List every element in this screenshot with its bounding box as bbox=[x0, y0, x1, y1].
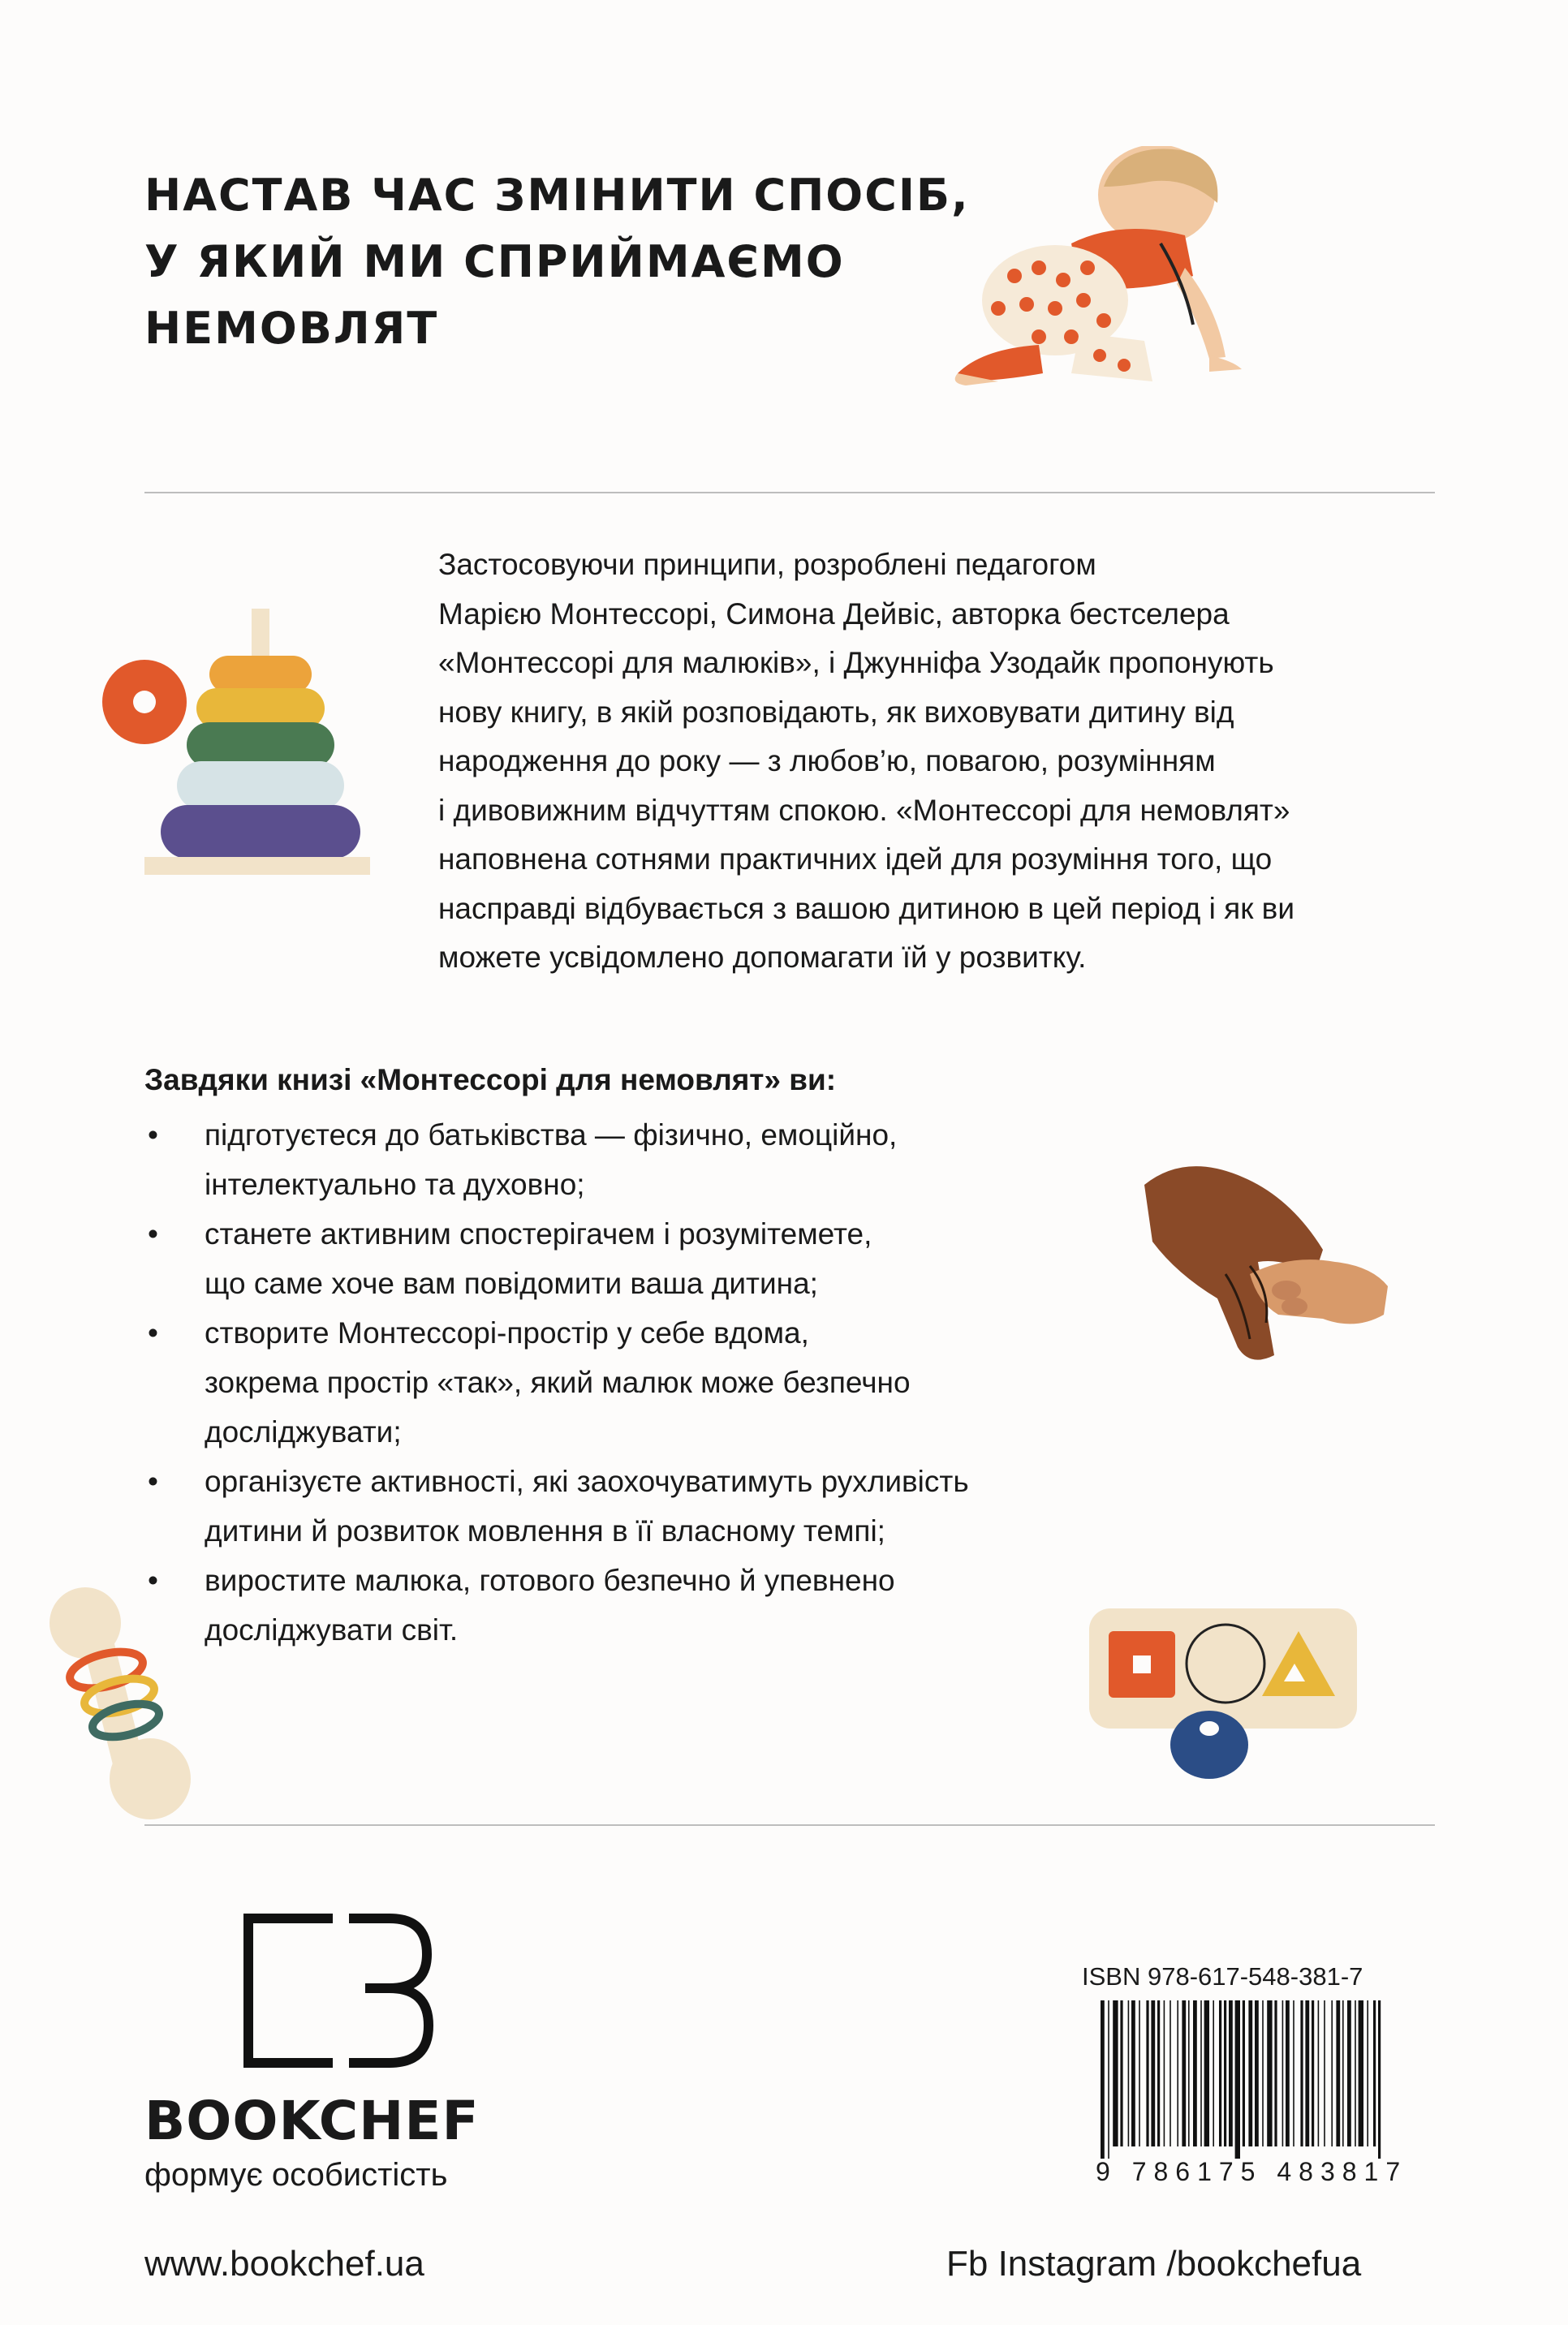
list-item bbox=[144, 1556, 1118, 1655]
intro-line: насправді відбувається з вашою дитиною в цей період і як ви bbox=[438, 891, 1294, 925]
intro-line: «Монтессорі для малюків», і Джунніфа Узодайк пропонують bbox=[438, 646, 1274, 679]
barcode-bar bbox=[1312, 2000, 1314, 2146]
barcode-bar bbox=[1224, 2000, 1226, 2146]
shape-puzzle-illustration bbox=[1088, 1607, 1363, 1785]
intro-line: нову книгу, в якій розповідають, як виховувати дитину від bbox=[438, 695, 1234, 729]
barcode-bar bbox=[1170, 2000, 1171, 2146]
barcode-bar bbox=[1373, 2000, 1376, 2146]
intro-line: Застосовуючи принципи, розроблені педагогом bbox=[438, 548, 1096, 581]
intro-line: наповнена сотнями практичних ідей для розуміння того, що bbox=[438, 842, 1273, 876]
barcode-bar bbox=[1177, 2000, 1178, 2146]
list-item-line: організуєте активності, які заохочуватимуть рухливість bbox=[205, 1465, 969, 1498]
bullet-icon: • bbox=[148, 1316, 158, 1350]
list-item bbox=[144, 1457, 1118, 1556]
divider-top bbox=[144, 492, 1435, 493]
barcode-bar bbox=[1282, 2000, 1284, 2146]
list-item-line: досліджувати; bbox=[205, 1415, 402, 1449]
list-item-line: що саме хоче вам повідомити ваша дитина; bbox=[205, 1267, 818, 1300]
crawling-baby-illustration bbox=[950, 146, 1339, 406]
list-item-line: станете активним спостерігачем і розумітемете, bbox=[205, 1217, 872, 1251]
barcode-bar bbox=[1193, 2000, 1197, 2146]
barcode-bar bbox=[1204, 2000, 1209, 2146]
barcode-bar bbox=[1101, 2000, 1105, 2159]
barcode-bar bbox=[1378, 2000, 1381, 2159]
barcode-bar bbox=[1128, 2000, 1130, 2146]
barcode-bar bbox=[1248, 2000, 1252, 2146]
barcode-bar bbox=[1120, 2000, 1122, 2146]
barcode-bar bbox=[1262, 2000, 1264, 2146]
social-links[interactable]: Fb Instagram /bookchefua bbox=[946, 2244, 1362, 2284]
list-item-line: зокрема простір «так», який малюк може безпечно bbox=[205, 1366, 911, 1399]
list-item bbox=[144, 1308, 1118, 1457]
intro-line: і дивовижним відчуттям спокою. «Монтессорі для немовлят» bbox=[438, 793, 1290, 827]
bullet-icon: • bbox=[148, 1118, 158, 1152]
benefits-list bbox=[144, 1110, 1118, 1655]
barcode-bar bbox=[1219, 2000, 1221, 2146]
barcode-bar bbox=[1286, 2000, 1290, 2146]
barcode-bar bbox=[1324, 2000, 1325, 2146]
barcode-bar bbox=[1235, 2000, 1240, 2159]
barcode-digits: 9 786175 483817 bbox=[1096, 2157, 1408, 2186]
intro-line: можете усвідомлено допомагати їй у розвитку. bbox=[438, 941, 1087, 974]
barcode-bar bbox=[1229, 2000, 1233, 2146]
list-item bbox=[144, 1209, 1118, 1308]
barcode-bar bbox=[1355, 2000, 1356, 2146]
barcode-bar bbox=[1131, 2000, 1135, 2146]
barcode-bar bbox=[1305, 2000, 1309, 2146]
headline-line-1: НАСТАВ ЧАС ЗМІНИТИ СПОСІБ, bbox=[144, 170, 970, 221]
barcode-bar bbox=[1318, 2000, 1320, 2146]
bookchef-logo-icon bbox=[243, 1914, 434, 2068]
barcode-bar bbox=[1188, 2000, 1190, 2146]
list-item-line: інтелектуально та духовно; bbox=[205, 1168, 585, 1201]
list-item-line: виростите малюка, готового безпечно й упевнено bbox=[205, 1564, 895, 1597]
barcode-bar bbox=[1300, 2000, 1303, 2146]
barcode-bar bbox=[1331, 2000, 1333, 2146]
list-item-line: досліджувати світ. bbox=[205, 1613, 459, 1647]
list-item-line: дитини й розвиток мовлення в її власному темпі; bbox=[205, 1514, 885, 1548]
barcode-bar bbox=[1336, 2000, 1340, 2146]
barcode-bar bbox=[1164, 2000, 1165, 2146]
headline-line-3: НЕМОВЛЯТ bbox=[144, 303, 439, 354]
headline-line-2: У ЯКИЙ МИ СПРИЙМАЄМО bbox=[144, 236, 845, 287]
barcode-bar bbox=[1359, 2000, 1363, 2146]
barcode-bar bbox=[1113, 2000, 1118, 2146]
stacking-rings-illustration bbox=[89, 601, 381, 901]
barcode-bar bbox=[1267, 2000, 1272, 2146]
intro-paragraph bbox=[438, 540, 1445, 983]
barcode-bar bbox=[1182, 2000, 1186, 2146]
publisher-name: BOOKCHEF bbox=[144, 2090, 480, 2152]
barcode-bar bbox=[1213, 2000, 1214, 2146]
barcode-bar bbox=[1342, 2000, 1344, 2146]
bullet-icon: • bbox=[148, 1217, 158, 1251]
rattle-illustration bbox=[45, 1582, 207, 1826]
barcode-bar bbox=[1243, 2000, 1245, 2146]
barcode-image bbox=[1096, 2000, 1388, 2159]
website-link[interactable]: www.bookchef.ua bbox=[144, 2244, 424, 2284]
intro-line: Марією Монтессорі, Симона Дейвіс, авторка бестселера bbox=[438, 596, 1230, 631]
barcode-bar bbox=[1139, 2000, 1140, 2146]
intro-line: народження до року — з любов’ю, повагою, розумінням bbox=[438, 744, 1216, 777]
barcode-bar bbox=[1367, 2000, 1368, 2146]
isbn-label: ISBN 978-617-548-381-7 bbox=[1082, 1962, 1363, 1991]
barcode-bar bbox=[1293, 2000, 1294, 2146]
holding-hands-illustration bbox=[1128, 1152, 1396, 1371]
divider-bottom bbox=[144, 1824, 1435, 1826]
list-item-line: підготуєтеся до батьківства — фізично, емоційно, bbox=[205, 1118, 898, 1152]
benefits-title: Завдяки книзі «Монтессорі для немовлят» ви: bbox=[144, 1063, 837, 1096]
barcode-bar bbox=[1151, 2000, 1155, 2146]
barcode-bar bbox=[1146, 2000, 1148, 2146]
list-item-line: створите Монтессорі-простір у себе вдома, bbox=[205, 1316, 809, 1350]
bullet-icon: • bbox=[148, 1465, 158, 1498]
barcode-bar bbox=[1157, 2000, 1160, 2146]
list-item bbox=[144, 1110, 1118, 1209]
barcode-bar bbox=[1200, 2000, 1202, 2146]
barcode-bar bbox=[1347, 2000, 1351, 2146]
headline bbox=[144, 162, 970, 362]
barcode-bar bbox=[1255, 2000, 1259, 2146]
publisher-tagline: формує особистість bbox=[144, 2157, 448, 2193]
barcode-bar bbox=[1274, 2000, 1277, 2146]
barcode-bar bbox=[1108, 2000, 1109, 2159]
bullet-icon: • bbox=[148, 1564, 158, 1597]
